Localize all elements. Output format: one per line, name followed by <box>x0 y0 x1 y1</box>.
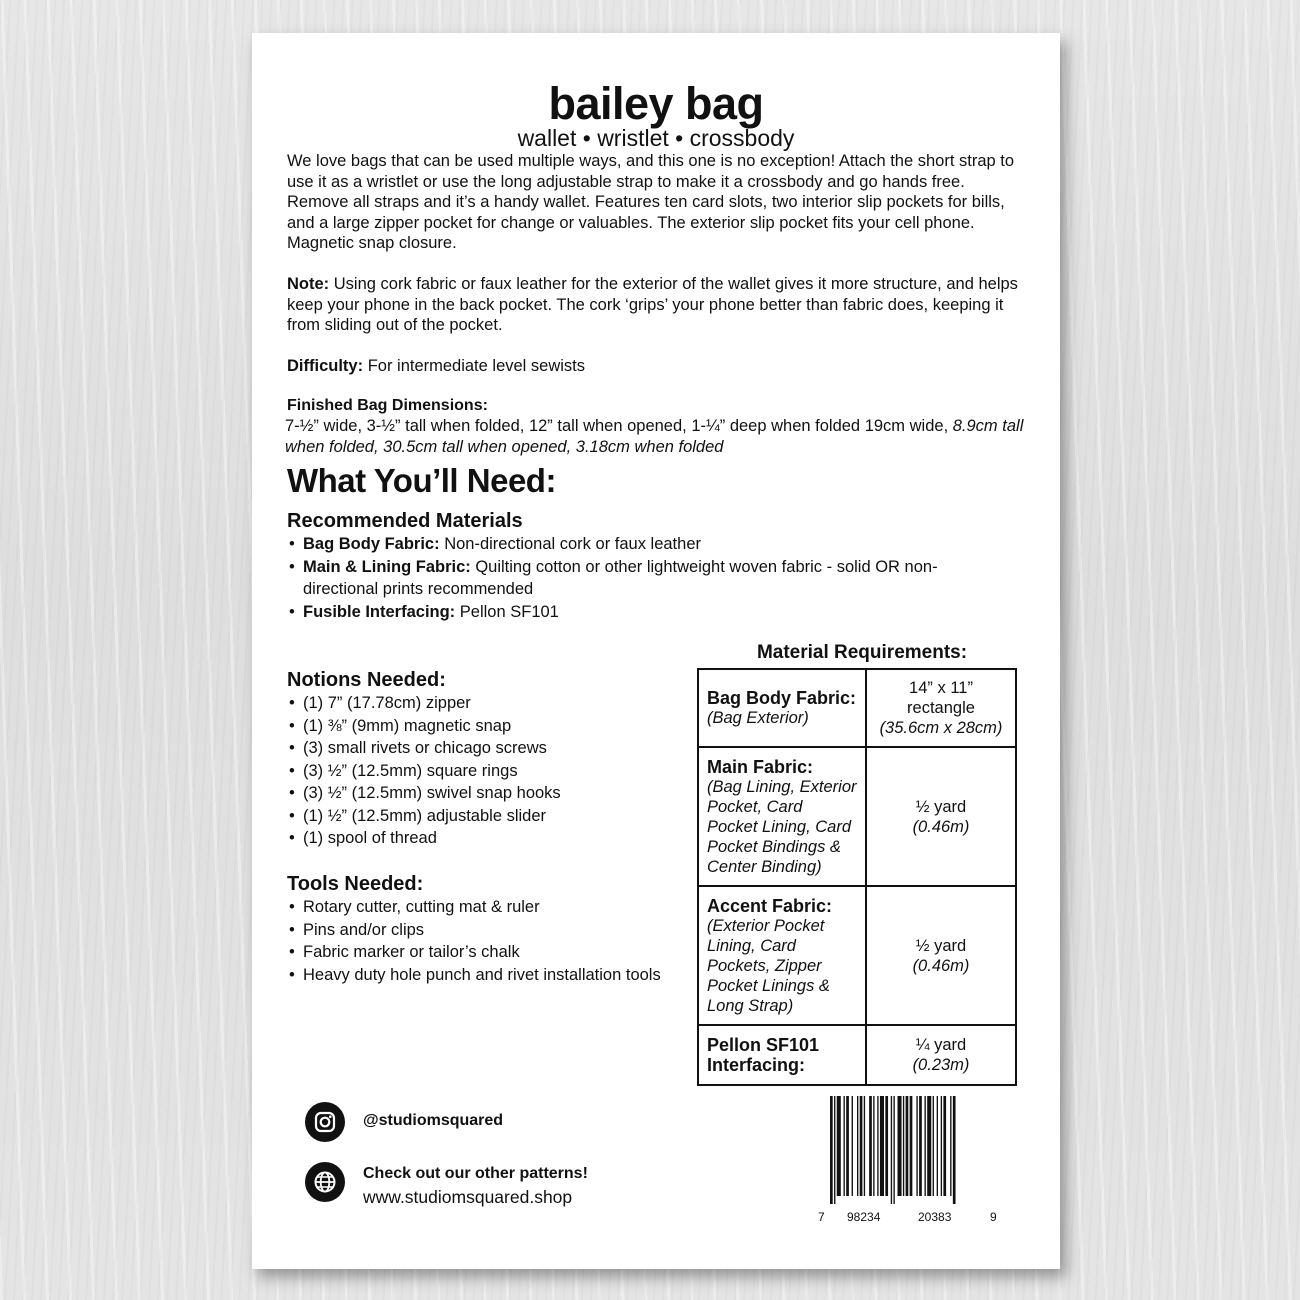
item-text: Quilting cotton or other lightweight woven fabric - solid OR non-directional prints recommended <box>303 557 938 598</box>
list-item: • Fabric marker or tailor’s chalk <box>287 941 667 964</box>
dimensions-metric-a: 19cm wide, <box>864 417 949 435</box>
row-metric: (0.46m) <box>912 817 970 836</box>
barcode-bar <box>910 1096 913 1196</box>
recommended-list <box>287 533 1007 623</box>
difficulty-label: Difficulty: <box>287 357 364 375</box>
barcode-bar <box>927 1096 931 1196</box>
notions-list <box>287 692 667 850</box>
instagram-handle-link[interactable]: @studiomsquared <box>363 1112 504 1129</box>
material-requirements-table <box>697 668 1017 1086</box>
list-item: • (3) ½” (12.5mm) square rings <box>287 760 667 783</box>
barcode-bar <box>834 1096 835 1204</box>
barcode-bar <box>830 1096 833 1204</box>
list-item: • (1) ⅜” (9mm) magnetic snap <box>287 715 667 738</box>
table-cell-amount <box>866 886 1016 1025</box>
table-row <box>698 1025 1016 1085</box>
barcode-bar <box>941 1096 942 1196</box>
dimensions-metric-b: 8.9cm tall when folded, 30.5cm tall when opened, 3.18cm when folded <box>285 417 1024 456</box>
list-item: • Heavy duty hole punch and rivet installation tools <box>287 964 667 987</box>
patterns-cta: Check out our other patterns! <box>363 1165 588 1182</box>
intro-paragraph: We love bags that can be used multiple ways, and this one is no exception! Attach the short strap to use it as a wristlet or use the long adjustable strap to make it a crossbody and go hands free. Remove all straps and it’s a handy wallet. Features ten card slots, two interior slip pockets for bills, and a large zipper pocket for change or valuables. The exterior slip pocket fits your cell phone. Magnetic snap closure. <box>287 152 1015 252</box>
item-label: Bag Body Fabric: <box>303 535 440 553</box>
row-amount: ½ yard <box>915 936 967 955</box>
barcode-bar <box>873 1096 874 1196</box>
barcode-group-2: 20383 <box>918 1210 952 1224</box>
table-cell-amount <box>866 1025 1016 1085</box>
barcode-bar <box>864 1096 865 1196</box>
barcode-bar <box>846 1096 849 1196</box>
barcode-bar <box>885 1096 888 1196</box>
barcode-bar <box>880 1096 884 1196</box>
barcode-bar <box>906 1096 909 1196</box>
barcode-bar <box>860 1096 863 1196</box>
pattern-title: bailey bag <box>548 78 764 129</box>
recommended-heading: Recommended Materials <box>287 510 523 532</box>
note-block <box>287 274 1022 336</box>
barcode-bar <box>953 1096 956 1204</box>
row-sub: (Bag Lining, Exterior Pocket, Card Pocket Lining, Card Pocket Bindings & Center Binding) <box>707 777 857 876</box>
recommended-section <box>287 509 1007 623</box>
pattern-subtitle: wallet • wristlet • crossbody <box>517 125 795 151</box>
item-label: Fusible Interfacing: <box>303 602 456 621</box>
barcode-bar <box>857 1096 858 1196</box>
instagram-icon[interactable] <box>305 1102 345 1142</box>
table-cell-label <box>698 886 866 1025</box>
table-cell-amount <box>866 747 1016 886</box>
barcode-bar <box>943 1096 946 1196</box>
table-cell-label <box>698 1025 866 1085</box>
barcode-bar <box>869 1096 872 1196</box>
list-item: • (3) ½” (12.5mm) swivel snap hooks <box>287 782 667 805</box>
barcode-bar <box>916 1096 917 1196</box>
difficulty-text: For intermediate level sewists <box>367 357 586 375</box>
dimensions-heading: Finished Bag Dimensions: <box>287 397 488 414</box>
item-label: Main & Lining Fabric: <box>303 557 471 576</box>
table-row <box>698 886 1016 1025</box>
row-label: Bag Body Fabric: <box>707 688 857 708</box>
row-sub: (Exterior Pocket Lining, Card Pockets, Zipper Pocket Linings & Long Strap) <box>707 916 830 1015</box>
row-amount: 14” x 11” <box>909 679 973 697</box>
barcode-bar <box>898 1096 902 1196</box>
list-item: • (3) small rivets or chicago screws <box>287 737 667 760</box>
what-you-need-heading: What You’ll Need: <box>287 462 556 499</box>
globe-icon[interactable] <box>305 1162 345 1202</box>
row-metric: (0.46m) <box>912 956 970 975</box>
dimensions-imperial: 7-½” wide, 3-½” tall when folded, 12” tall when opened, 1-¼” deep when folded <box>285 417 861 435</box>
tools-heading: Tools Needed: <box>287 873 424 895</box>
note-text: Using cork fabric or faux leather for the exterior of the wallet gives it more structure, and helps keep your phone in the back pocket. The cork ‘grips’ your phone better than fabric does, keeping it from sliding out of the pocket. <box>287 275 1018 334</box>
row-sub: (Bag Exterior) <box>707 709 809 727</box>
tools-list <box>287 896 667 986</box>
barcode-image <box>830 1096 990 1204</box>
table-row <box>698 669 1016 747</box>
row-amount: ¼ yard <box>915 1036 967 1054</box>
list-item <box>287 601 1007 624</box>
pattern-card <box>252 33 1060 1269</box>
item-text: Non-directional cork or faux leather <box>444 535 701 553</box>
list-item <box>287 533 1007 556</box>
row-metric: (0.23m) <box>912 1056 970 1074</box>
website-link[interactable]: www.studiomsquared.shop <box>363 1187 573 1207</box>
list-item: • (1) 7” (17.78cm) zipper <box>287 692 667 715</box>
barcode-bar <box>844 1096 845 1196</box>
barcode-bar <box>950 1096 951 1196</box>
table-cell-label <box>698 669 866 747</box>
row-amount-2: rectangle <box>907 699 975 717</box>
barcode-bar <box>852 1096 853 1196</box>
table-cell-amount <box>866 669 1016 747</box>
barcode-bar <box>877 1096 878 1196</box>
barcode-bar <box>925 1096 926 1196</box>
list-item: • (1) spool of thread <box>287 827 667 850</box>
table-cell-label <box>698 747 866 886</box>
barcode-last-digit: 9 <box>990 1210 997 1224</box>
barcode-bar <box>933 1096 934 1196</box>
list-item: • Rotary cutter, cutting mat & ruler <box>287 896 667 919</box>
tools-section <box>287 872 667 986</box>
list-item: • Pins and/or clips <box>287 919 667 942</box>
barcode-bar <box>937 1096 938 1196</box>
list-item <box>287 556 1007 601</box>
row-label: Accent Fabric: <box>707 895 833 916</box>
row-metric: (35.6cm x 28cm) <box>879 719 1003 737</box>
barcode-first-digit: 7 <box>818 1210 825 1224</box>
notions-section <box>287 668 667 850</box>
notions-heading: Notions Needed: <box>287 669 446 691</box>
table-row <box>698 747 1016 886</box>
barcode-group-1: 98234 <box>847 1210 881 1224</box>
dimensions-text <box>285 416 1025 457</box>
barcode-bar <box>903 1096 904 1196</box>
barcode-bar <box>919 1096 922 1196</box>
difficulty-line <box>287 356 585 376</box>
barcode-bar <box>891 1096 892 1204</box>
row-amount: ½ yard <box>915 797 967 816</box>
barcode-bar <box>837 1096 841 1196</box>
row-label: Pellon SF101 Interfacing: <box>707 1035 820 1075</box>
item-text: Pellon SF101 <box>459 602 559 621</box>
row-label: Main Fabric: <box>707 756 814 777</box>
material-requirements-heading: Material Requirements: <box>756 642 968 663</box>
list-item: • (1) ½” (12.5mm) adjustable slider <box>287 805 667 828</box>
note-label: Note: <box>287 275 330 293</box>
barcode-bar <box>893 1096 894 1204</box>
